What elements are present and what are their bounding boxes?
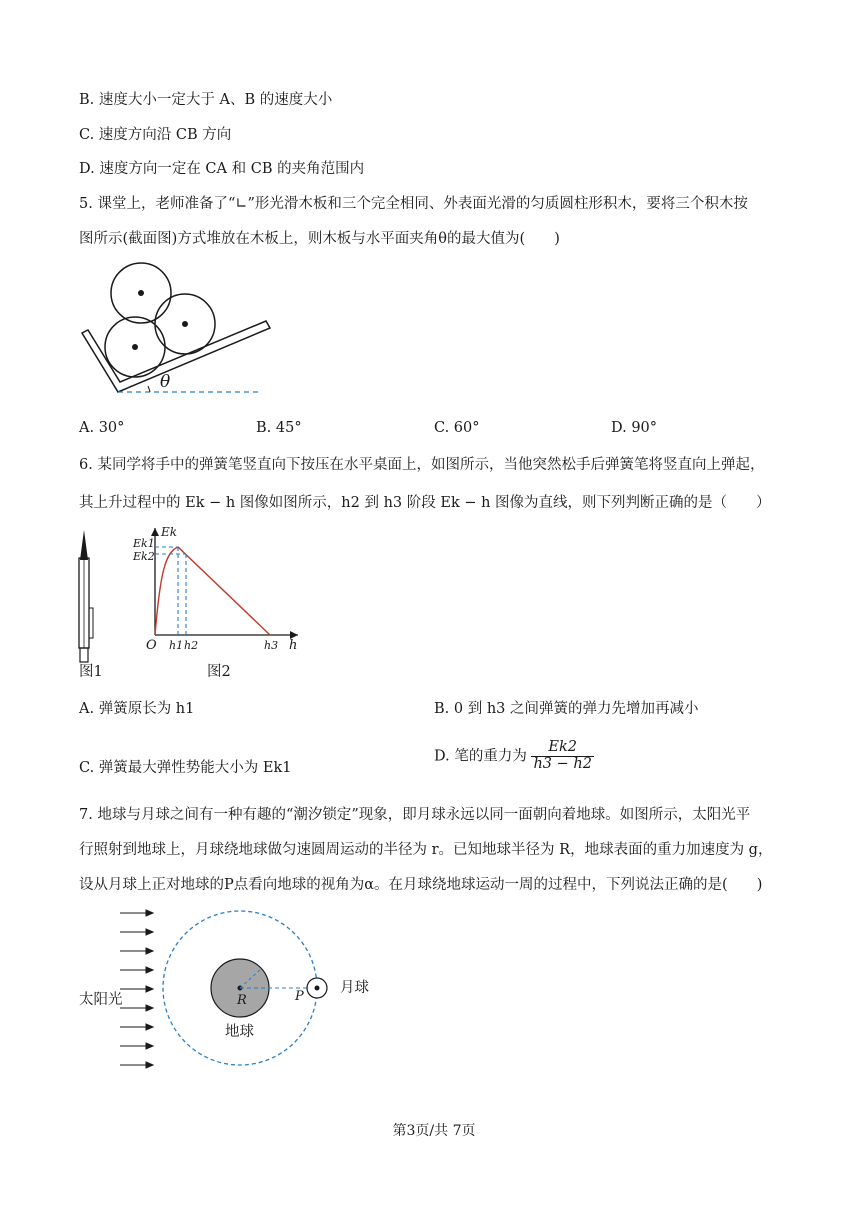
gravity-fraction [531,740,594,773]
q6-option-c: C. 弹簧最大弹性势能大小为 Ek1 [79,760,292,776]
q5-option-d: D. 90° [611,420,658,436]
q5-stem-line2: 图所示(截面图)方式堆放在木板上，则木板与水平面夹角θ的最大值为( ) [79,231,560,247]
q6-option-d-prefix: D. 笔的重力为 [434,748,527,765]
q5-figure [82,263,270,392]
q5-stem-line1: 5. 课堂上，老师准备了“∟”形光滑木板和三个完全相同、外表面光滑的匀质圆柱形积木，要将三个积木按 [79,196,748,212]
q7-stem-line3: 设从月球上正对地球的P点看向地球的视角为α。在月球绕地球运动一周的过程中，下列说法正确的是( ) [79,877,763,893]
q6-stem-line1: 6. 某同学将手中的弹簧笔竖直向下按压在水平桌面上，如图所示，当他突然松手后弹簧笔将竖直向上弹起， [79,457,765,473]
point-p-label: P [295,989,304,1004]
sunlight-label: 太阳光 [79,992,123,1008]
q5-option-a: A. 30° [79,420,125,436]
ek-curve [155,547,270,635]
l-board [82,321,270,392]
q7-stem-line1: 7. 地球与月球之间有一种有趣的“潮汐锁定”现象，即月球永远以同一面朝向着地球。如图所示，太阳光平 [79,807,751,823]
origin-label: O [146,638,157,653]
h2-label: h2 [184,639,199,652]
q5-option-c: C. 60° [434,420,480,436]
ek2-label: Ek2 [133,550,155,563]
q4-option-d: D. 速度方向一定在 CA 和 CB 的夹角范围内 [79,161,365,177]
theta-label: θ [160,372,171,392]
ek1-label: Ek1 [133,537,155,550]
q5-option-b: B. 45° [256,420,302,436]
figure1-caption: 图1 [79,664,103,680]
h3-label: h3 [264,639,279,652]
h1-label: h1 [169,639,184,652]
q6-ek-h-graph [151,528,298,639]
fraction-denominator: h3 − h2 [533,755,592,772]
q6-stem-line2: 其上升过程中的 Ek − h 图像如图所示，h2 到 h3 阶段 Ek − h 图像为直线，则下列判断正确的是（ ） [79,495,771,511]
figure2-caption: 图2 [207,664,231,680]
earth-radius-label: R [237,993,247,1008]
q4-option-c: C. 速度方向沿 CB 方向 [79,127,232,143]
q7-stem-line2: 行照射到地球上，月球绕地球做匀速圆周运动的半径为 r。已知地球半径为 R，地球表面的重力加速度为 g， [79,842,773,858]
moon-label: 月球 [340,980,369,996]
earth-label: 地球 [225,1024,254,1040]
axis-x-label: h [289,638,298,653]
page-footer: 第3页/共 7页 [392,1123,476,1139]
axis-y-label: Ek [161,525,178,539]
q4-option-b: B. 速度大小一定大于 A、B 的速度大小 [79,92,333,108]
q6-pen-figure [79,530,93,662]
q6-option-a: A. 弹簧原长为 h1 [79,701,195,717]
q6-option-b: B. 0 到 h3 之间弹簧的弹力先增加再减小 [434,701,699,717]
fraction-numerator: Ek2 [531,740,594,757]
q6-option-d [434,740,594,773]
sun-rays [120,910,153,1068]
